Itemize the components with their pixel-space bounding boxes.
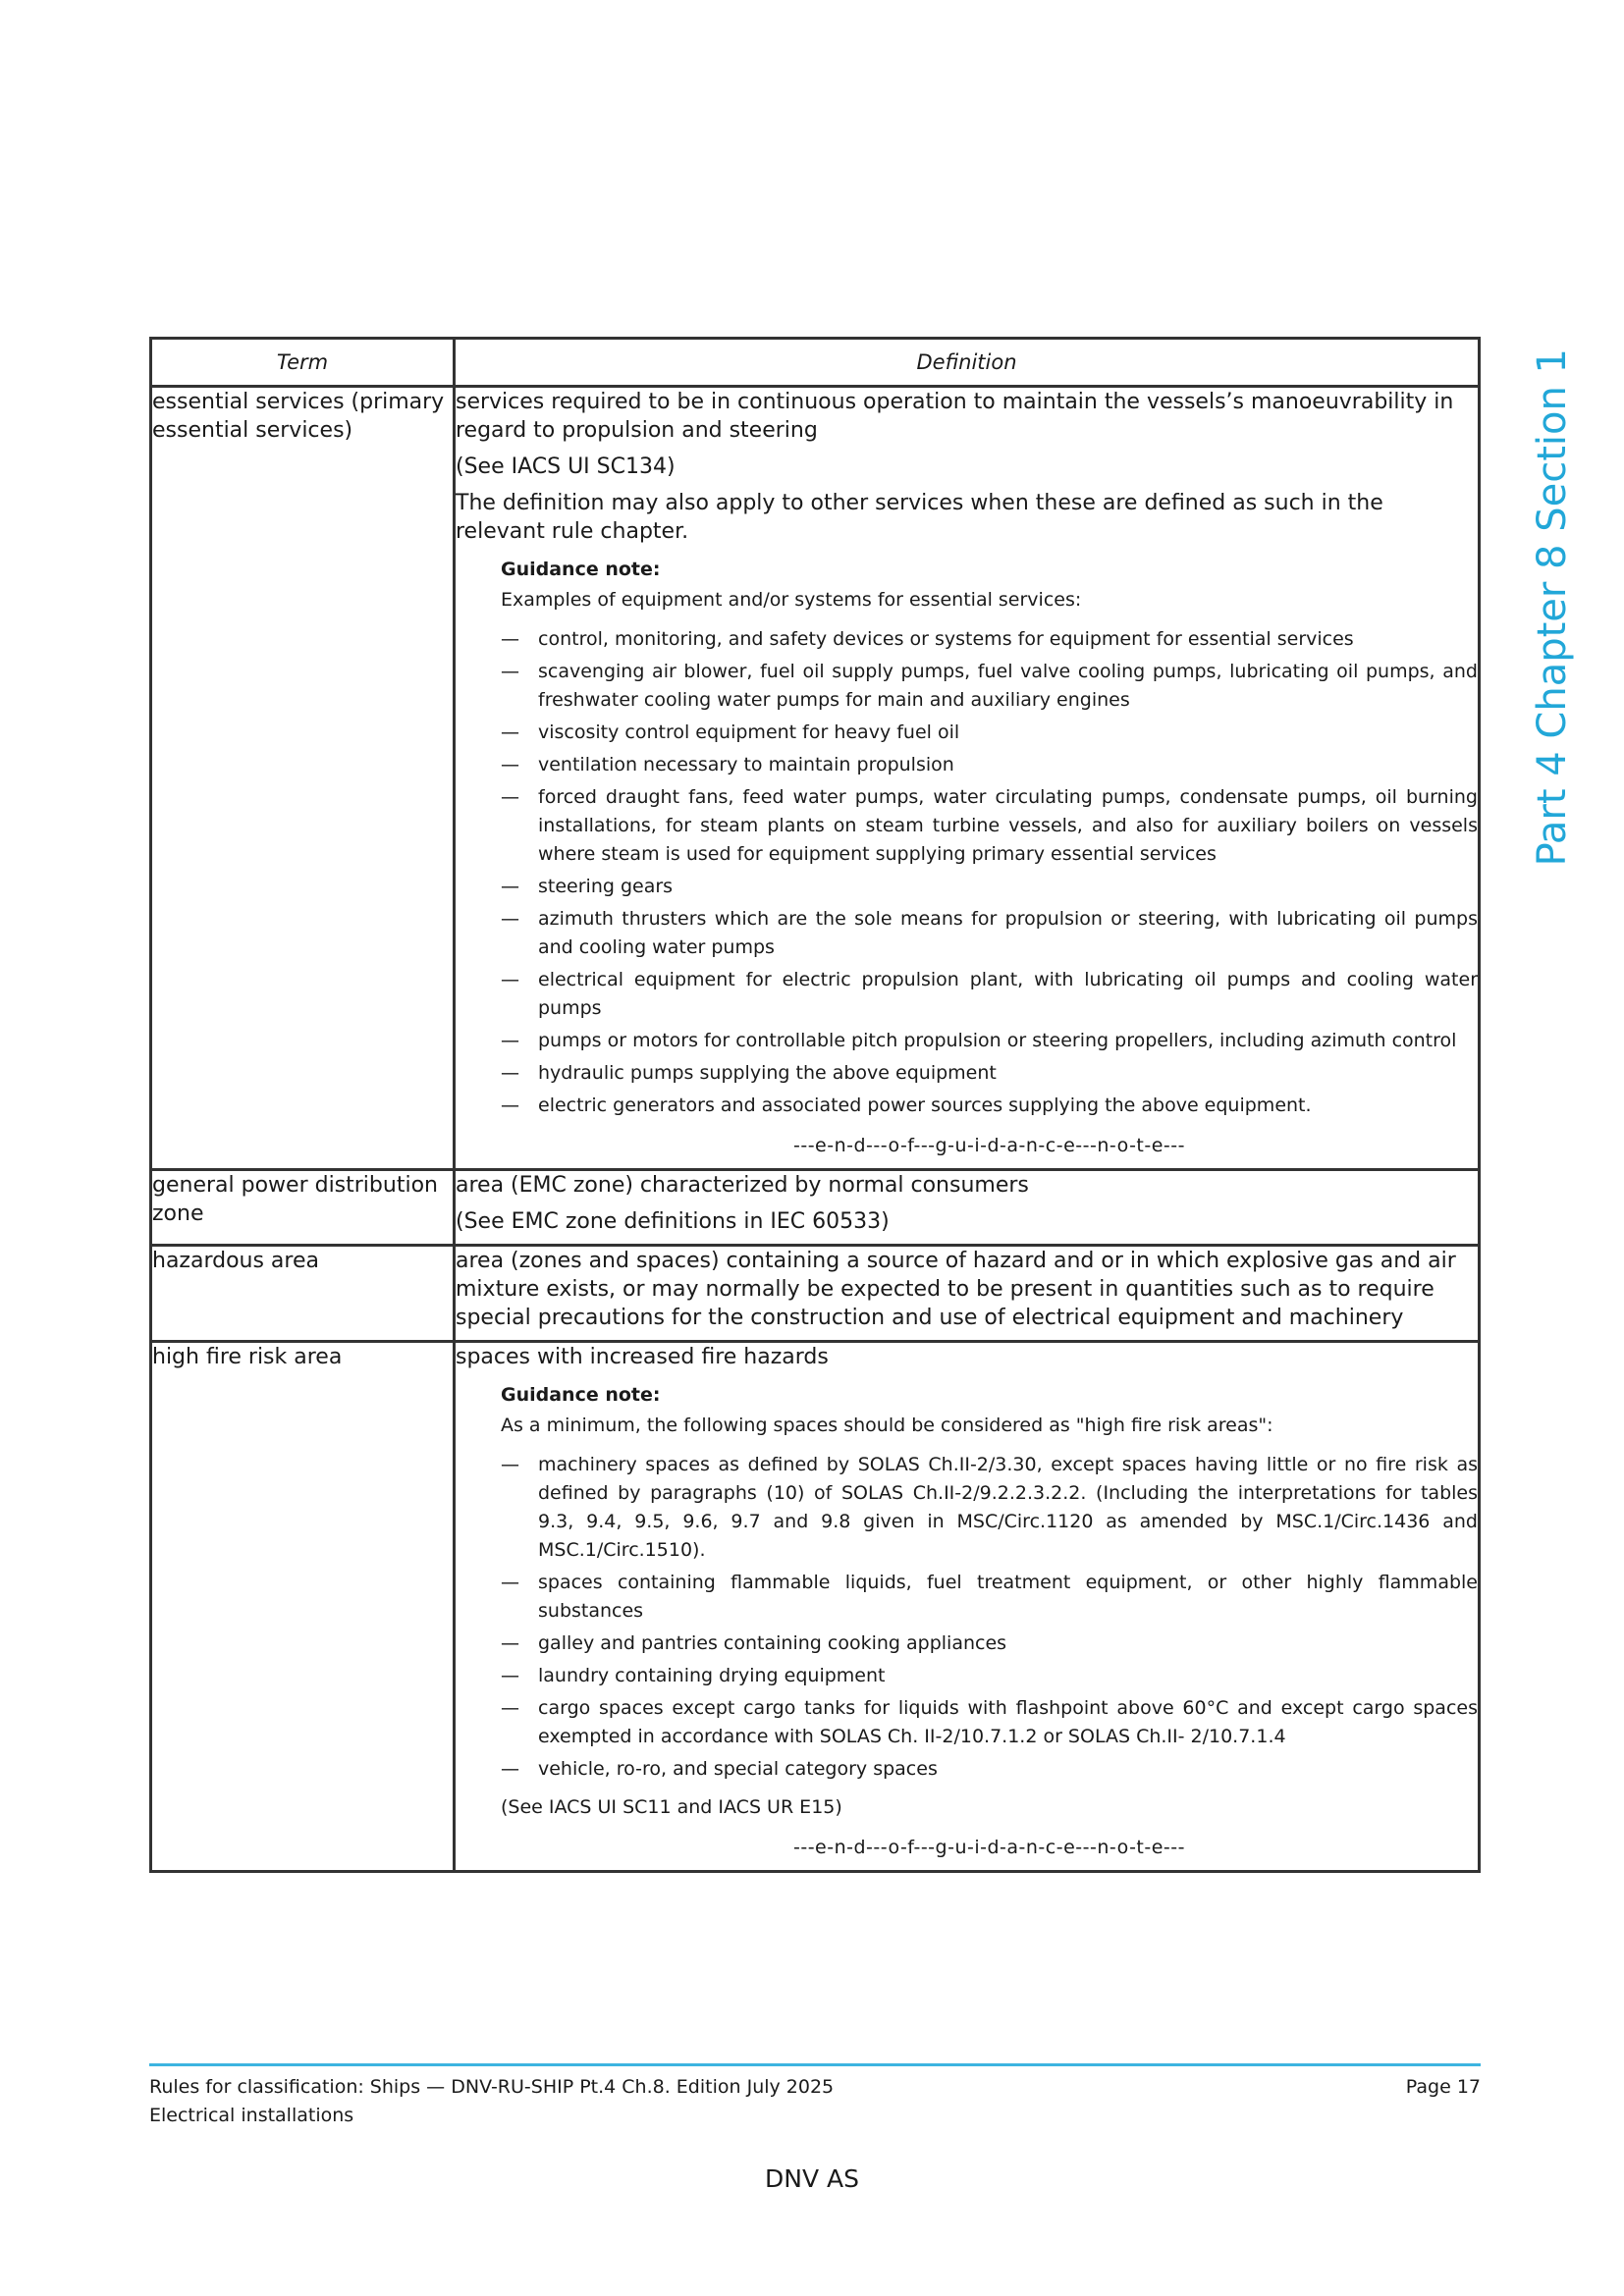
guidance-end-marker: ---e-n-d---o-f---g-u-i-d-a-n-c-e---n-o-t-e--- xyxy=(792,1837,1185,1858)
term-cell: general power distribution zone xyxy=(151,1170,455,1246)
table-row xyxy=(151,1246,1480,1342)
term-cell: essential services (primary essential services) xyxy=(151,387,455,1170)
definition-text: spaces with increased fire hazards xyxy=(456,1345,829,1369)
definition-text: area (zones and spaces) containing a source of hazard and or in which explosive gas and air mixture exists, or may normally be expected to be present in quantities such as to require special precautions for the construction and use of electrical equipment and machinery xyxy=(456,1249,1456,1330)
guidance-note xyxy=(501,1381,1478,1862)
guidance-intro: Examples of equipment and/or systems for essential services: xyxy=(501,589,1082,611)
table-row xyxy=(151,1342,1480,1872)
list-item: — spaces containing flammable liquids, fuel treatment equipment, or other highly flammable substances xyxy=(501,1572,1478,1622)
guidance-intro: As a minimum, the following spaces should be considered as "high fire risk areas": xyxy=(501,1415,1273,1436)
list-item: — electrical equipment for electric propulsion plant, with lubricating oil pumps and cooling water pumps xyxy=(501,969,1478,1019)
list-item: — forced draught fans, feed water pumps, water circulating pumps, condensate pumps, oil burning installations, for steam plants on steam turbine vessels, and also for auxiliary boilers on vessels where steam is used for equipment supplying primary essential services xyxy=(501,786,1478,865)
table-header-row xyxy=(151,339,1480,387)
reference-text: (See IACS UI SC11 and IACS UR E15) xyxy=(501,1796,842,1818)
term-cell: high fire risk area xyxy=(151,1342,455,1872)
list-item: — electric generators and associated power sources supplying the above equipment. xyxy=(501,1095,1312,1116)
definition-text: The definition may also apply to other services when these are defined as such in the relevant rule chapter. xyxy=(456,491,1383,544)
term-cell: hazardous area xyxy=(151,1246,455,1342)
definition-cell xyxy=(455,1246,1480,1342)
list-item: — control, monitoring, and safety devices or systems for equipment for essential services xyxy=(501,628,1354,650)
guidance-list xyxy=(501,625,1478,1120)
table-row xyxy=(151,387,1480,1170)
definition-cell xyxy=(455,1342,1480,1872)
definition-text: area (EMC zone) characterized by normal consumers xyxy=(456,1173,1029,1198)
reference-text: (See IACS UI SC134) xyxy=(456,454,676,479)
list-item: — hydraulic pumps supplying the above equipment xyxy=(501,1062,997,1084)
list-item: — steering gears xyxy=(501,876,674,897)
list-item: — azimuth thrusters which are the sole means for propulsion or steering, with lubricating oil pumps and cooling water pumps xyxy=(501,908,1478,958)
guidance-end-marker: ---e-n-d---o-f---g-u-i-d-a-n-c-e---n-o-t-e--- xyxy=(792,1135,1185,1156)
header-definition: Definition xyxy=(455,339,1480,387)
list-item: — machinery spaces as defined by SOLAS Ch.II-2/3.30, except spaces having little or no fire risk as defined by paragraphs (10) of SOLAS Ch.II-2/9.2.2.3.2.2. (Including the interpretations for tables 9.3, 9.4, 9.5, 9.6, 9.7 and 9.8 given in MSC/Circ.1120 as amended by MSC.1/Circ.1436 and MSC.1/Circ.1510). xyxy=(501,1454,1478,1561)
list-item: — pumps or motors for controllable pitch propulsion or steering propellers, including azimuth control xyxy=(501,1030,1457,1051)
definitions-table xyxy=(149,337,1481,1873)
definition-cell xyxy=(455,387,1480,1170)
guidance-note xyxy=(501,556,1478,1160)
page-number: Page 17 xyxy=(1405,2076,1481,2098)
footer-document-title: Rules for classification: Ships — DNV-RU-SHIP Pt.4 Ch.8. Edition July 2025 xyxy=(149,2076,835,2098)
guidance-title: Guidance note: xyxy=(501,1384,661,1406)
list-item: — cargo spaces except cargo tanks for liquids with flashpoint above 60°C and except cargo spaces exempted in accordance with SOLAS Ch. II-2/10.7.1.2 or SOLAS Ch.II- 2/10.7.1.4 xyxy=(501,1697,1478,1747)
footer-divider xyxy=(149,2063,1481,2066)
definition-cell xyxy=(455,1170,1480,1246)
list-item: — laundry containing drying equipment xyxy=(501,1665,886,1686)
header-term: Term xyxy=(151,339,455,387)
list-item: — galley and pantries containing cooking appliances xyxy=(501,1632,1007,1654)
list-item: — scavenging air blower, fuel oil supply pumps, fuel valve cooling pumps, lubricating oil pumps, and freshwater cooling water pumps for main and auxiliary engines xyxy=(501,661,1478,711)
definition-text: services required to be in continuous operation to maintain the vessels’s manoeuvrability in regard to propulsion and steering xyxy=(456,390,1454,443)
guidance-list xyxy=(501,1451,1478,1784)
reference-text: (See EMC zone definitions in IEC 60533) xyxy=(456,1209,890,1234)
section-side-label: Part 4 Chapter 8 Section 1 xyxy=(1530,348,1575,867)
table-row xyxy=(151,1170,1480,1246)
footer-chapter-title: Electrical installations xyxy=(149,2105,354,2126)
guidance-title: Guidance note: xyxy=(501,559,661,580)
brand-name: DNV AS xyxy=(765,2164,859,2193)
list-item: — ventilation necessary to maintain propulsion xyxy=(501,754,954,775)
page-footer xyxy=(149,2073,1481,2130)
list-item: — vehicle, ro-ro, and special category spaces xyxy=(501,1758,938,1780)
list-item: — viscosity control equipment for heavy fuel oil xyxy=(501,721,960,743)
